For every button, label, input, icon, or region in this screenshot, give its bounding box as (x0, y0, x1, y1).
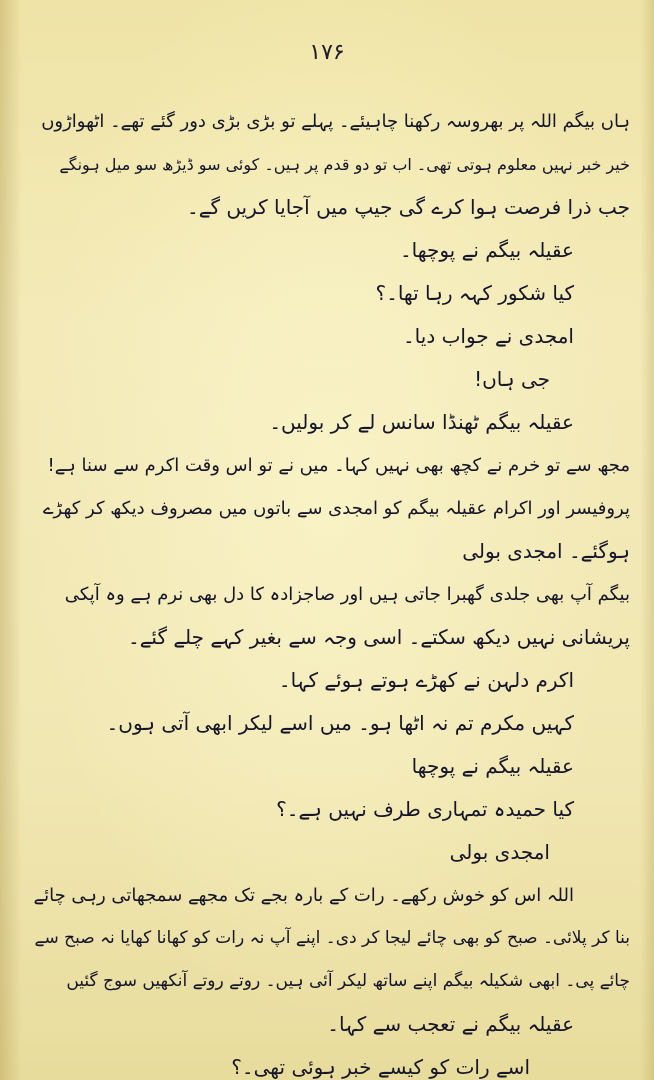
page-number: ۱۷۶ (309, 40, 345, 65)
text-line: جب ذرا فرصت ہوا کرے گی جیپ میں آجایا کریں گے۔ (187, 195, 630, 219)
text-line: مجھ سے تو خرم نے کچھ بھی نہیں کہا۔ میں نے تو اس وقت اکرم سے سنا ہے! (47, 455, 630, 476)
text-line: کہیں مکرم تم نہ اٹھا ہو۔ میں اسے لیکر ابھی آتی ہوں۔ (106, 711, 574, 735)
text-line: اسے رات کو کیسے خبر ہوئی تھی۔؟ (231, 1055, 530, 1079)
page-text (34, 100, 630, 1080)
text-line: اکرم دلہن نے کھڑے ہوتے ہوئے کہا۔ (278, 668, 574, 692)
text-line: عقیلہ بیگم ٹھنڈا سانس لے کر بولیں۔ (269, 410, 574, 434)
text-line: پریشانی نہیں دیکھ سکتے۔ اسی وجہ سے بغیر کہے چلے گئے۔ (127, 625, 630, 649)
text-line: بیگم آپ بھی جلدی گھبرا جاتی ہیں اور صاجزادہ کا دل بھی نرم ہے وہ آپکی (64, 584, 630, 605)
text-line: عقیلہ بیگم نے پوچھا (411, 754, 574, 778)
text-line: امجدی بولی (449, 840, 550, 864)
text-line: جی ہاں! (474, 367, 550, 391)
text-line: کیا شکور کہہ رہا تھا۔؟ (375, 281, 574, 305)
text-line: خیر خبر نہیں معلوم ہوتی تھی۔ اب تو دو قدم پر ہیں۔ کوئی سو ڈیڑھ سو میل ہونگے (59, 155, 630, 174)
text-line: ہوگئے۔ امجدی بولی (462, 539, 630, 563)
text-line: اللہ اس کو خوش رکھے۔ رات کے بارہ بجے تک مجھے سمجھاتی رہی چائے (34, 885, 574, 906)
text-line: بنا کر پلائی۔ صبح کو بھی چائے لیجا کر دی۔ اپنے آپ نہ رات کو کھانا کھایا نہ صبح سے (34, 928, 630, 948)
text-line: امجدی نے جواب دیا۔ (402, 324, 574, 348)
text-line: چائے پی۔ ابھی شکیلہ بیگم اپنے ساتھ لیکر آئی ہیں۔ روتے روتے آنکھیں سوج گئیں (66, 971, 630, 991)
text-line: عقیلہ بیگم نے تعجب سے کہا۔ (327, 1012, 574, 1036)
text-line: پروفیسر اور اکرام عقیلہ بیگم کو امجدی سے باتوں میں مصروف دیکھ کر کھڑے (42, 498, 630, 519)
text-line: عقیلہ بیگم نے پوچھا۔ (399, 238, 574, 262)
text-line: کیا حمیدہ تمہاری طرف نہیں ہے۔؟ (276, 797, 574, 821)
text-line: ہاں بیگم اللہ پر بھروسہ رکھنا چاہیئے۔ پہلے تو بڑی بڑی دور گئے تھے۔ اٹھواڑوں (41, 111, 630, 132)
